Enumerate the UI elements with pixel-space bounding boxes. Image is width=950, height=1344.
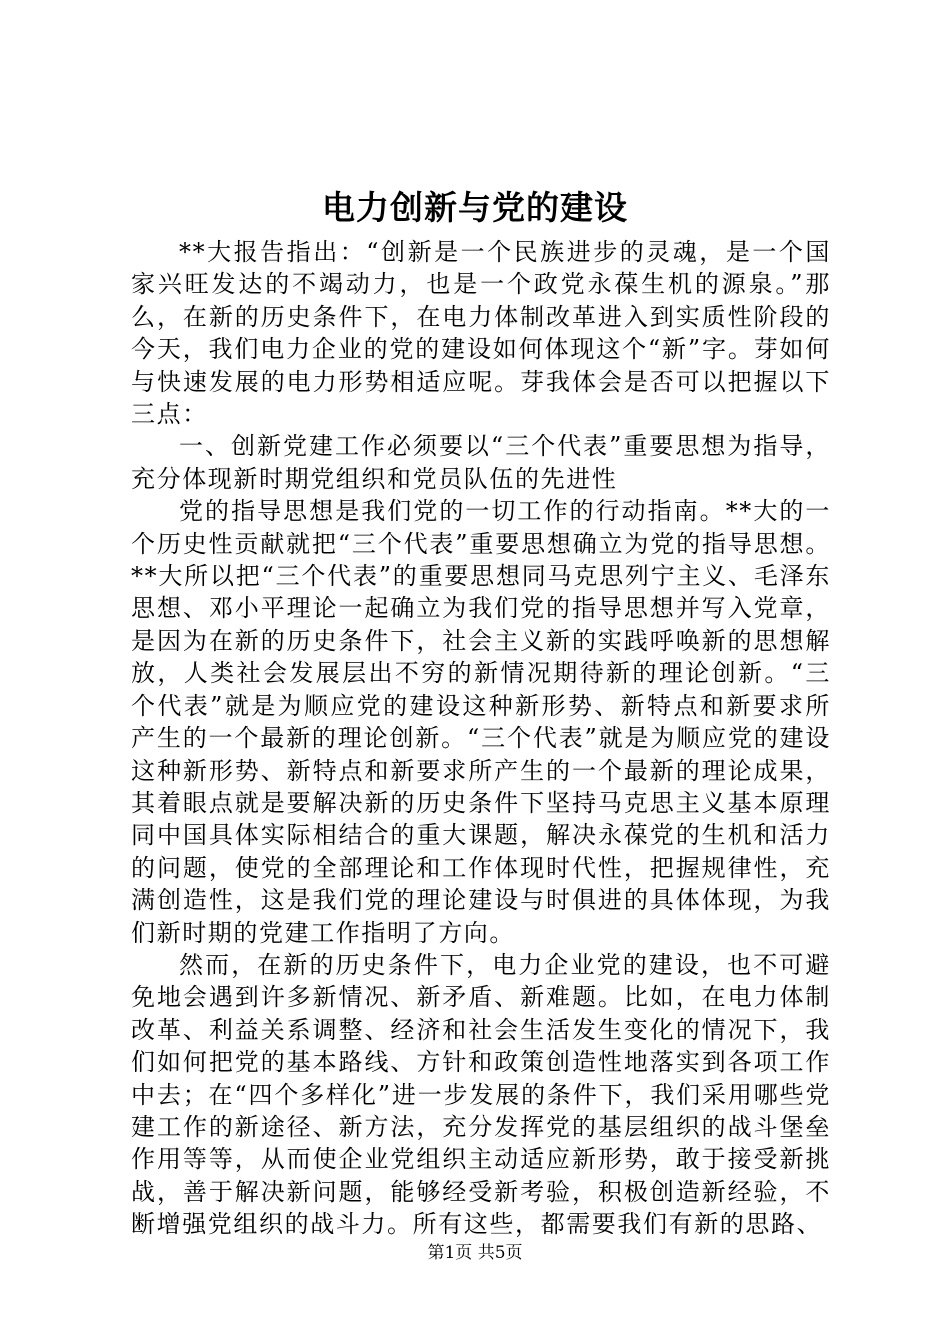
paragraph-section-heading: 一、创新党建工作必须要以“三个代表”重要思想为指导，充分体现新时期党组织和党员队伍的先进性 [131,432,831,493]
page-footer: 第1页 共5页 [427,1243,523,1263]
paragraph-guiding-thought: 党的指导思想是我们党的一切工作的行动指南。**大的一个历史性贡献就把“三个代表”重要思想确立为党的指导思想。**大所以把“三个代表”的重要思想同马克思列宁主义、毛泽东思想、邓小平理论一起确立为我们党的指导思想并写入党章，是因为在新的历史条件下，社会主义新的实践呼唤新的思想解放，人类社会发展层出不穷的新情况期待新的理论创新。“三个代表”就是为顺应党的建设这种新形势、新特点和新要求所产生的一个最新的理论创新。“三个代表”就是为顺应党的建设这种新形势、新特点和新要求所产生的一个最新的理论成果，其着眼点就是要解决新的历史条件下坚持马克思主义基本原理同中国具体实际相结合的重大课题，解决永葆党的生机和活力的问题，使党的全部理论和工作体现时代性，把握规律性，充满创造性，这是我们党的理论建设与时俱进的具体体现，为我们新时期的党建工作指明了方向。 [131,497,831,947]
paragraph-intro: **大报告指出：“创新是一个民族进步的灵魂，是一个国家兴旺发达的不竭动力，也是一个政党永葆生机的源泉。”那么，在新的历史条件下，在电力体制改革进入到实质性阶段的今天，我们电力企业的党的建设如何体现这个“新”字。芽如何与快速发展的电力形势相适应呢。芽我体会是否可以把握以下三点： [131,238,831,429]
paragraph-new-challenges: 然而，在新的历史条件下，电力企业党的建设，也不可避免地会遇到许多新情况、新矛盾、新难题。比如，在电力体制改革、利益关系调整、经济和社会生活发生变化的情况下，我们如何把党的基本路线、方针和政策创造性地落实到各项工作中去；在“四个多样化”进一步发展的条件下，我们采用哪些党建工作的新途径、新方法，充分发挥党的基层组织的战斗堡垒作用等等，从而使企业党组织主动适应新形势，敢于接受新挑战，善于解决新问题，能够经受新考验，积极创造新经验，不断增强党组织的战斗力。所有这些，都需要我们有新的思路、 [131,950,831,1239]
document-title: 电力创新与党的建设 [322,188,628,227]
document-body [131,236,831,1241]
